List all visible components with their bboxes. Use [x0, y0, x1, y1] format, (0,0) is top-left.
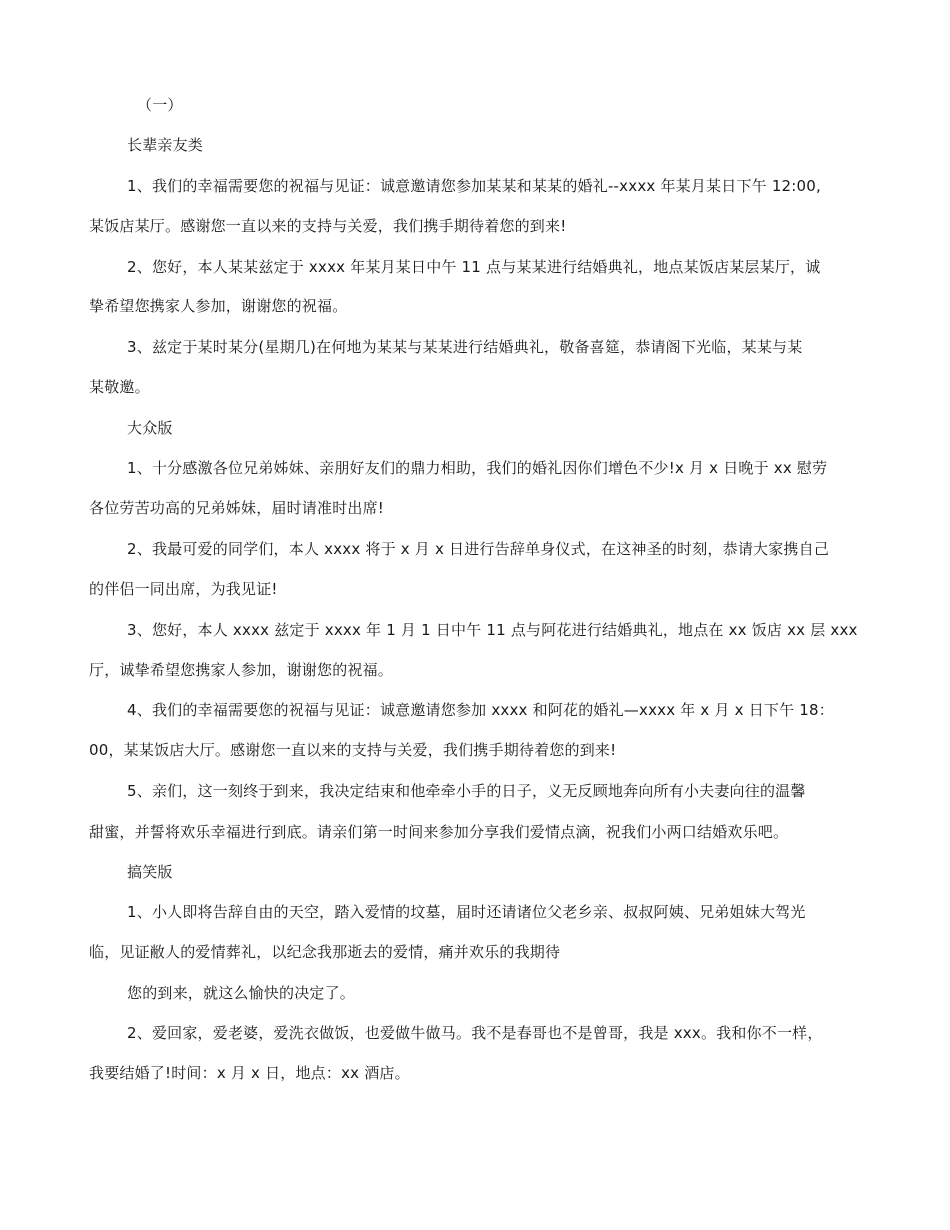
paragraph-line: 挚希望您携家人参加，谢谢您的祝福。 [89, 297, 348, 315]
paragraph-line: 2、我最可爱的同学们，本人 xxxx 将于 x 月 x 日进行告辞单身仪式，在这神圣的时刻，恭请大家携自己 [127, 540, 830, 558]
paragraph-line: 厅，诚挚希望您携家人参加，谢谢您的祝福。 [89, 661, 394, 679]
paragraph-line: 临，见证敝人的爱情葬礼，以纪念我那逝去的爱情，痛并欢乐的我期待 [89, 943, 561, 961]
paragraph-line: 00，某某饭店大厅。感谢您一直以来的支持与关爱，我们携手期待着您的到来! [89, 741, 617, 759]
paragraph-line: 3、您好，本人 xxxx 兹定于 xxxx 年 1 月 1 日中午 11 点与阿花进行结婚典礼，地点在 xx 饭店 xx 层 xxx [127, 621, 858, 639]
paragraph-line: 1、我们的幸福需要您的祝福与见证：诚意邀请您参加某某和某某的婚礼--xxxx 年某月某日下午 12:00, [127, 177, 822, 195]
paragraph-line: 3、兹定于某时某分(星期几)在何地为某某与某某进行结婚典礼，敬备喜筵，恭请阁下光临，某某与某 [127, 338, 803, 356]
paragraph-line: 1、十分感激各位兄弟姊妹、亲朋好友们的鼎力相助，我们的婚礼因你们增色不少!x 月 x 日晚于 xx 慰劳 [127, 459, 828, 477]
paragraph-line: 4、我们的幸福需要您的祝福与见证：诚意邀请您参加 xxxx 和阿花的婚礼—xxxx 年 x 月 x 日下午 18： [127, 701, 834, 719]
paragraph-line: 的伴侣一同出席，为我见证! [89, 580, 278, 598]
paragraph-line: 5、亲们，这一刻终于到来，我决定结束和他牵牵小手的日子，义无反顾地奔向所有小夫妻向往的温馨 [127, 782, 806, 800]
paragraph-line: 各位劳苦功高的兄弟姊妹，届时请准时出席! [89, 499, 385, 517]
paragraph-line: 您的到来，就这么愉快的决定了。 [127, 984, 356, 1002]
paragraph-line: 2、爱回家，爱老婆，爱洗衣做饭，也爱做牛做马。我不是春哥也不是曾哥，我是 xxx。我和你不一样， [127, 1024, 823, 1042]
paragraph-line: 甜蜜，并誓将欢乐幸福进行到底。请亲们第一时间来参加分享我们爱情点滴，祝我们小两口结婚欢乐吧。 [89, 823, 789, 841]
section-heading: 长辈亲友类 [127, 136, 204, 154]
paragraph-line: 某饭店某厅。感谢您一直以来的支持与关爱，我们携手期待着您的到来! [89, 217, 567, 235]
paragraph-line: 我要结婚了!时间：x 月 x 日，地点：xx 酒店。 [89, 1064, 410, 1082]
section-number: （一） [137, 96, 183, 114]
paragraph-line: 1、小人即将告辞自由的天空，踏入爱情的坟墓，届时还请诸位父老乡亲、叔叔阿姨、兄弟姐妹大驾光 [127, 903, 806, 921]
section-heading: 搞笑版 [127, 863, 173, 881]
paragraph-line: 某敬邀。 [89, 378, 150, 396]
section-heading: 大众版 [127, 419, 173, 437]
paragraph-line: 2、您好，本人某某兹定于 xxxx 年某月某日中午 11 点与某某进行结婚典礼，地点某饭店某层某厅，诚 [127, 258, 821, 276]
